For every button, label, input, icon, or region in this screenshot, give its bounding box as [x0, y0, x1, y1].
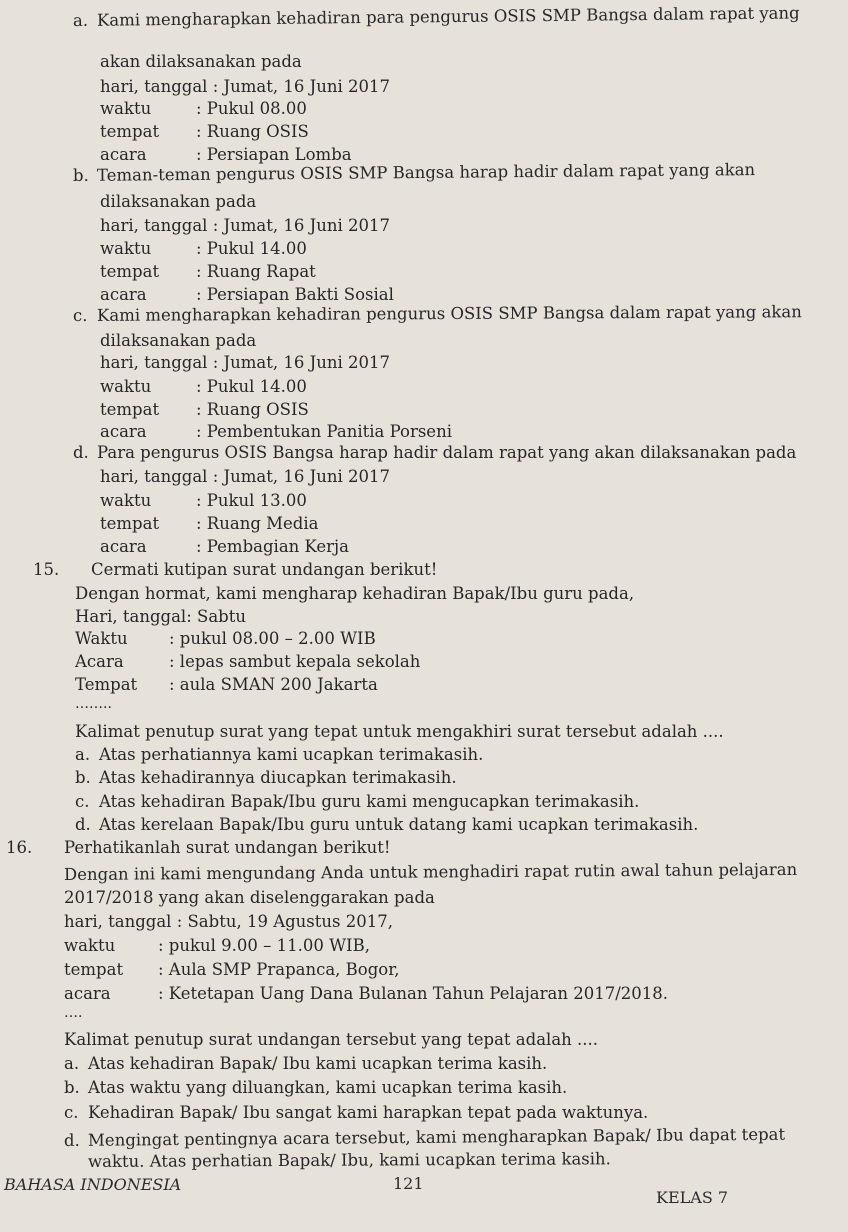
option-14a-intro-line-2: akan dilaksanakan pada: [100, 52, 302, 71]
answer-option-16a[interactable]: a. Atas kehadiran Bapak/ Ibu kami ucapkan terima kasih.: [64, 1054, 548, 1073]
footer-grade: KELAS 7: [656, 1188, 729, 1207]
letter-day: Hari, tanggal: Sabtu: [75, 607, 246, 626]
option-14d-intro-line-1: d. Para pengurus OSIS Bangsa harap hadir dalam rapat yang akan dilaksanakan pada: [73, 443, 797, 462]
answer-option-15c[interactable]: c. Atas kehadiran Bapak/Ibu guru kami mengucapkan terimakasih.: [75, 792, 640, 811]
question-15-text: Kalimat penutup surat yang tepat untuk mengakhiri surat tersebut adalah ....: [75, 722, 724, 741]
detail-row: hari, tanggal : Jumat, 16 Juni 2017: [100, 467, 390, 486]
option-marker: d.: [73, 443, 89, 462]
letter-ellipsis: ….: [64, 1005, 83, 1021]
option-marker: b.: [72, 165, 89, 185]
detail-row: tempat : Ruang Rapat: [100, 262, 316, 281]
detail-row: Tempat : aula SMAN 200 Jakarta: [75, 675, 378, 694]
footer-subject: BAHASA INDONESIA: [4, 1175, 182, 1194]
detail-row: waktu : Pukul 13.00: [100, 491, 307, 510]
detail-row: hari, tanggal : Jumat, 16 Juni 2017: [100, 77, 390, 96]
option-14b-intro-line-2: dilaksanakan pada: [100, 192, 257, 211]
detail-row: hari, tanggal : Jumat, 16 Juni 2017: [100, 216, 390, 235]
letter-line-1: Dengan ini kami mengundang Anda untuk menghadiri rapat rutin awal tahun pelajaran: [63, 859, 798, 884]
detail-row: Waktu : pukul 08.00 – 2.00 WIB: [75, 629, 376, 648]
answer-option-15d[interactable]: d. Atas kerelaan Bapak/Ibu guru untuk datang kami ucapkan terimakasih.: [75, 815, 699, 834]
letter-intro: Dengan hormat, kami mengharap kehadiran Bapak/Ibu guru pada,: [75, 584, 635, 603]
detail-row: tempat : Aula SMP Prapanca, Bogor,: [64, 960, 400, 979]
detail-row: acara : Ketetapan Uang Dana Bulanan Tahun Pelajaran 2017/2018.: [64, 984, 669, 1003]
option-marker: a.: [72, 10, 89, 30]
detail-row: acara : Pembagian Kerja: [100, 537, 350, 556]
question-15-prompt: 15. Cermati kutipan surat undangan berikut!: [33, 560, 438, 579]
detail-row: acara : Pembentukan Panitia Porseni: [100, 422, 452, 441]
answer-option-16b[interactable]: b. Atas waktu yang diluangkan, kami ucapkan terima kasih.: [64, 1078, 568, 1097]
letter-line-2: 2017/2018 yang akan diselenggarakan pada: [64, 888, 435, 907]
question-16-prompt: 16. Perhatikanlah surat undangan berikut!: [6, 838, 391, 857]
answer-option-16c[interactable]: c. Kehadiran Bapak/ Ibu sangat kami harapkan tepat pada waktunya.: [64, 1103, 649, 1122]
detail-row: hari, tanggal : Jumat, 16 Juni 2017: [100, 353, 390, 372]
detail-row: tempat : Ruang OSIS: [100, 400, 309, 419]
answer-option-16d[interactable]: d. Mengingat pentingnya acara tersebut, kami mengharapkan Bapak/ Ibu dapat tepat: [63, 1124, 786, 1150]
answer-option-16d-continued: waktu. Atas perhatian Bapak/ Ibu, kami ucapkan terima kasih.: [87, 1149, 611, 1171]
detail-row: waktu : Pukul 08.00: [100, 99, 307, 118]
detail-row: waktu : Pukul 14.00: [100, 239, 307, 258]
letter-ellipsis: ……..: [75, 696, 112, 712]
detail-row: tempat : Ruang Media: [100, 514, 319, 533]
detail-row: acara : Persiapan Lomba: [100, 145, 352, 164]
detail-row: waktu : pukul 9.00 – 11.00 WIB,: [64, 936, 370, 955]
detail-row: acara : Persiapan Bakti Sosial: [100, 285, 394, 304]
footer-page-number: 121: [393, 1174, 424, 1193]
question-number: 15.: [33, 560, 60, 579]
answer-option-15a[interactable]: a. Atas perhatiannya kami ucapkan terimakasih.: [75, 745, 484, 764]
option-14b-intro-line-1: b. Teman-teman pengurus OSIS SMP Bangsa harap hadir dalam rapat yang akan: [72, 160, 756, 185]
question-16-text: Kalimat penutup surat undangan tersebut yang tepat adalah ....: [64, 1030, 599, 1049]
question-number: 16.: [6, 838, 33, 857]
letter-day: hari, tanggal : Sabtu, 19 Agustus 2017,: [64, 912, 393, 931]
option-14c-intro-line-2: dilaksanakan pada: [100, 331, 257, 350]
option-marker: c.: [72, 305, 88, 325]
answer-option-15b[interactable]: b. Atas kehadirannya diucapkan terimakasih.: [75, 768, 457, 787]
detail-row: tempat : Ruang OSIS: [100, 122, 309, 141]
option-14c-intro-line-1: c. Kami mengharapkan kehadiran pengurus OSIS SMP Bangsa dalam rapat yang akan: [72, 302, 802, 325]
option-14a-intro-line-1: a. Kami mengharapkan kehadiran para pengurus OSIS SMP Bangsa dalam rapat yang: [72, 3, 800, 30]
detail-row: waktu : Pukul 14.00: [100, 377, 307, 396]
detail-row: Acara : lepas sambut kepala sekolah: [75, 652, 421, 671]
